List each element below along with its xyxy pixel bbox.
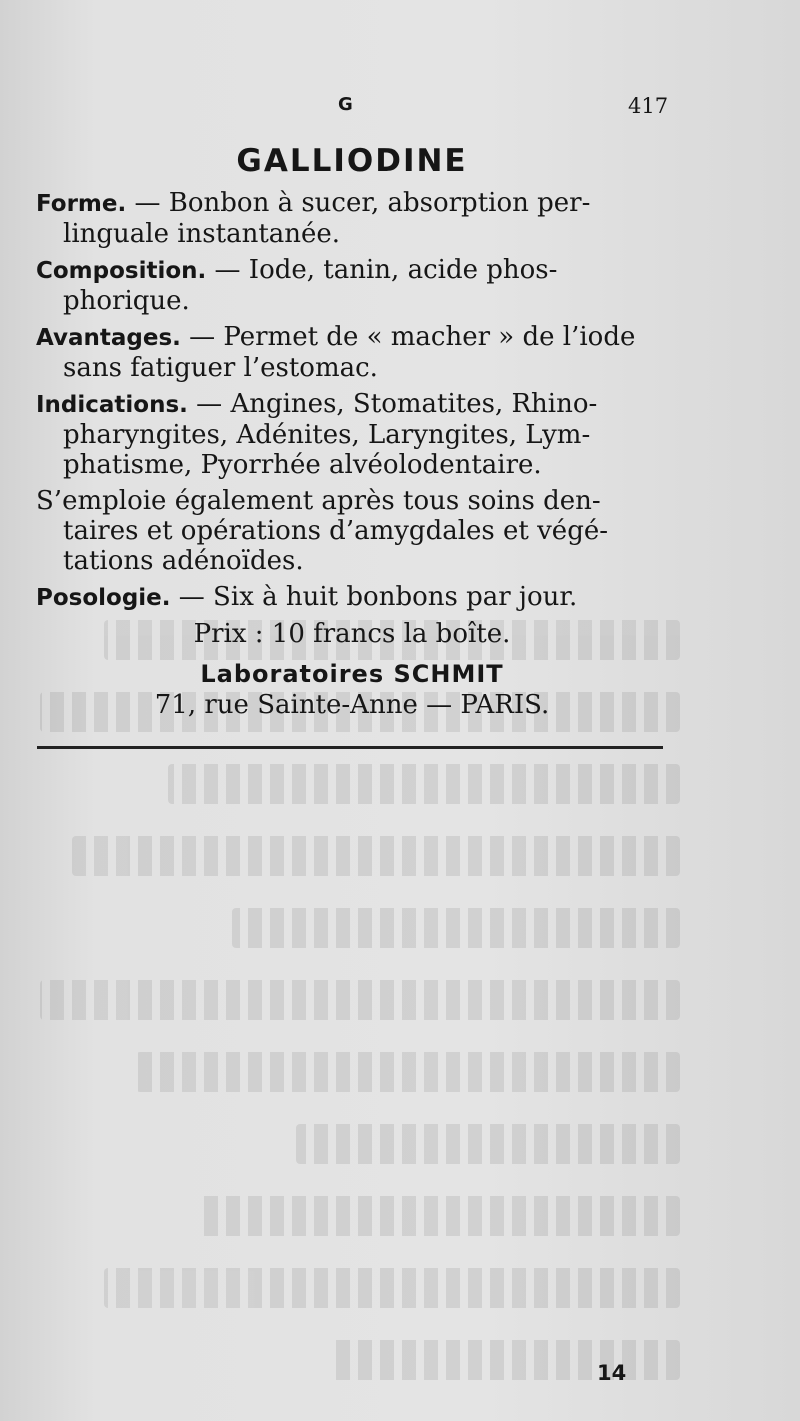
indications-text: — Angines, Stomatites, Rhino- [187,389,598,419]
emploi-line-3: tations adénoïdes. [63,546,304,576]
product-entry [36,138,668,721]
emploi-paragraph [36,486,668,576]
indications-section [36,389,668,480]
page-number: 417 [628,94,669,118]
horizontal-rule [37,746,663,749]
section-letter: G [338,94,353,115]
posologie-label: Posologie. [36,585,171,611]
laboratory-address: 71, rue Sainte-Anne — PARIS. [154,690,550,720]
show-through-bleed [40,620,680,1400]
price-line: Prix : 10 francs la boîte. [193,619,511,649]
posologie-text: — Six à huit bonbons par jour. [170,582,578,612]
indications-text-cont-1: pharyngites, Adénites, Laryngites, Lym- [63,420,591,450]
running-head [0,94,800,124]
forme-text-cont: linguale instantanée. [63,219,341,249]
posologie-section [36,582,668,613]
avantages-section [36,322,668,383]
forme-text: — Bonbon à sucer, absorption per- [126,188,591,218]
emploi-line-1: S’emploie également après tous soins den- [36,486,601,516]
product-title: GALLIODINE [236,143,468,179]
composition-text-cont: phorique. [63,286,190,316]
sheet-number: 14 [597,1361,627,1385]
indications-label: Indications. [36,392,188,418]
forme-section [36,188,668,249]
composition-text: — Iode, tanin, acide phos- [206,255,558,285]
indications-text-cont-2: phatisme, Pyorrhée alvéolodentaire. [63,450,542,480]
composition-label: Composition. [36,258,207,284]
avantages-text-cont: sans fatiguer l’estomac. [63,353,378,383]
avantages-label: Avantages. [36,325,181,351]
forme-label: Forme. [36,191,127,217]
avantages-text: — Permet de « macher » de l’iode [180,322,636,352]
laboratory-name: Laboratoires SCHMIT [200,660,504,688]
emploi-line-2: taires et opérations d’amygdales et végé- [63,516,609,546]
composition-section [36,255,668,316]
